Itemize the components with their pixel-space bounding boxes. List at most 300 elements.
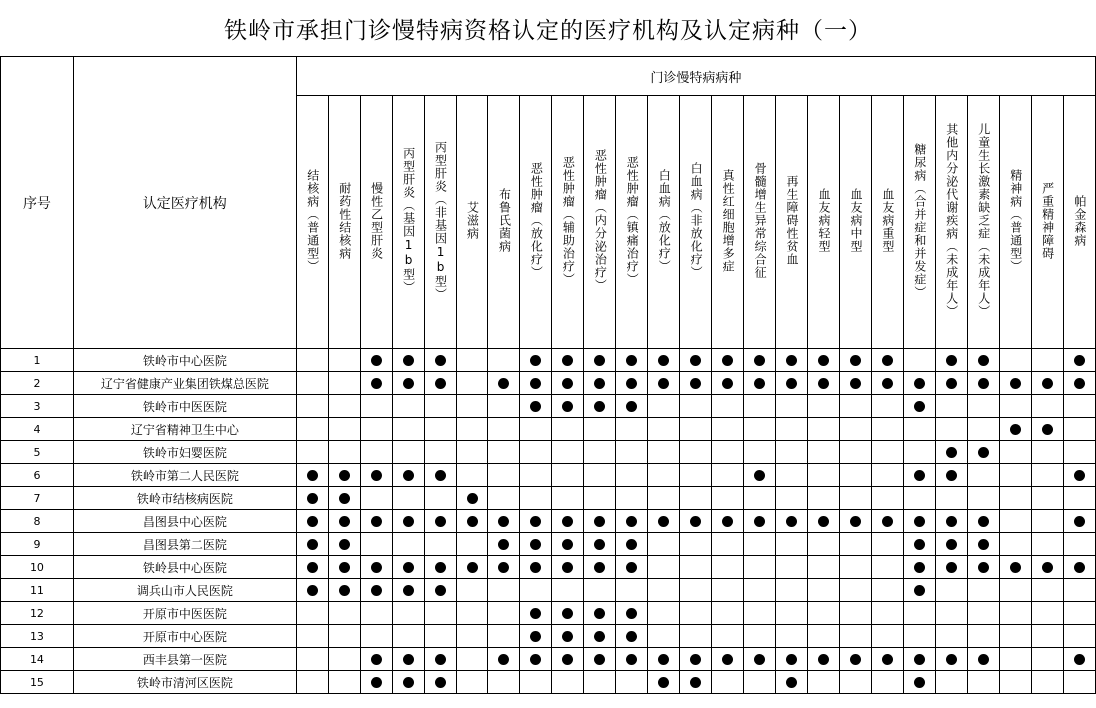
- institution-name: 铁岭市结核病医院: [73, 487, 296, 510]
- row-index: 5: [1, 441, 74, 464]
- certification-cell: [871, 625, 903, 648]
- certification-cell: [808, 372, 840, 395]
- certification-cell: [1063, 648, 1095, 671]
- certification-cell: [520, 418, 552, 441]
- table-row: [1, 648, 1096, 671]
- certification-cell: [424, 556, 456, 579]
- certification-cell: [328, 464, 360, 487]
- certification-cell: [999, 671, 1031, 694]
- certified-dot-icon: [467, 562, 478, 573]
- certification-cell: [296, 487, 328, 510]
- certification-cell: [648, 372, 680, 395]
- certification-cell: [424, 418, 456, 441]
- certification-cell: [999, 395, 1031, 418]
- certification-cell: [712, 464, 744, 487]
- certification-cell: [903, 395, 935, 418]
- disease-header-label: 布鲁氏菌病: [497, 188, 512, 253]
- certification-cell: [744, 464, 776, 487]
- certified-dot-icon: [403, 562, 414, 573]
- certification-cell: [808, 602, 840, 625]
- certification-cell: [1031, 648, 1063, 671]
- certified-dot-icon: [562, 539, 573, 550]
- institution-name: 西丰县第一医院: [73, 648, 296, 671]
- certified-dot-icon: [626, 562, 637, 573]
- certification-cell: [1031, 395, 1063, 418]
- certification-cell: [616, 487, 648, 510]
- certified-dot-icon: [850, 378, 861, 389]
- certification-cell: [584, 464, 616, 487]
- certified-dot-icon: [914, 562, 925, 573]
- certification-cell: [1063, 533, 1095, 556]
- certified-dot-icon: [914, 378, 925, 389]
- certification-cell: [424, 349, 456, 372]
- header-disease-group: 门诊慢特病病种: [296, 57, 1095, 96]
- certified-dot-icon: [403, 654, 414, 665]
- certification-cell: [1031, 556, 1063, 579]
- table-row: [1, 441, 1096, 464]
- certification-cell: [584, 418, 616, 441]
- certification-cell: [999, 418, 1031, 441]
- row-index: 1: [1, 349, 74, 372]
- certification-cell: [839, 602, 871, 625]
- disease-header-label: 严重精神障碍: [1040, 181, 1055, 260]
- certification-cell: [1063, 487, 1095, 510]
- certification-cell: [520, 648, 552, 671]
- certified-dot-icon: [435, 516, 446, 527]
- disease-header-label: 血友病重型: [880, 188, 895, 253]
- certification-cell: [871, 602, 903, 625]
- certification-cell: [776, 579, 808, 602]
- certified-dot-icon: [562, 608, 573, 619]
- certification-cell: [1031, 602, 1063, 625]
- certification-cell: [1063, 579, 1095, 602]
- certification-cell: [616, 349, 648, 372]
- certified-dot-icon: [978, 654, 989, 665]
- certification-cell: [871, 395, 903, 418]
- certification-cell: [648, 671, 680, 694]
- certification-cell: [616, 464, 648, 487]
- disease-header: [488, 96, 520, 349]
- certification-cell: [1063, 602, 1095, 625]
- certification-cell: [584, 441, 616, 464]
- certified-dot-icon: [626, 378, 637, 389]
- certification-cell: [392, 671, 424, 694]
- certified-dot-icon: [498, 654, 509, 665]
- certification-cell: [744, 510, 776, 533]
- certified-dot-icon: [786, 677, 797, 688]
- certification-cell: [456, 510, 488, 533]
- certified-dot-icon: [914, 470, 925, 481]
- certification-cell: [680, 510, 712, 533]
- certification-cell: [680, 671, 712, 694]
- certification-cell: [360, 671, 392, 694]
- certification-cell: [1031, 533, 1063, 556]
- certification-cell: [648, 579, 680, 602]
- certification-cell: [871, 579, 903, 602]
- disease-header-label: 骨髓增生异常综合征: [753, 162, 768, 279]
- certified-dot-icon: [946, 654, 957, 665]
- certification-cell: [552, 395, 584, 418]
- certified-dot-icon: [1074, 378, 1085, 389]
- certified-dot-icon: [435, 562, 446, 573]
- certification-cell: [456, 372, 488, 395]
- certification-cell: [584, 487, 616, 510]
- certification-cell: [903, 372, 935, 395]
- certification-cell: [744, 602, 776, 625]
- certification-cell: [1063, 418, 1095, 441]
- certified-dot-icon: [371, 516, 382, 527]
- certification-cell: [360, 349, 392, 372]
- certified-dot-icon: [562, 654, 573, 665]
- certification-cell: [552, 579, 584, 602]
- certified-dot-icon: [339, 493, 350, 504]
- certification-cell: [456, 579, 488, 602]
- certification-cell: [552, 556, 584, 579]
- certification-cell: [744, 372, 776, 395]
- certification-cell: [616, 602, 648, 625]
- certification-cell: [1031, 510, 1063, 533]
- certification-cell: [712, 372, 744, 395]
- certification-cell: [1031, 579, 1063, 602]
- disease-header-label: 糖尿病（合并症和并发症）: [912, 142, 927, 299]
- certification-cell: [871, 464, 903, 487]
- certification-cell: [424, 510, 456, 533]
- certification-cell: [839, 418, 871, 441]
- certification-cell: [744, 625, 776, 648]
- certified-dot-icon: [626, 539, 637, 550]
- header-institution: 认定医疗机构: [73, 57, 296, 349]
- certified-dot-icon: [722, 355, 733, 366]
- certified-dot-icon: [946, 378, 957, 389]
- certification-cell: [871, 441, 903, 464]
- row-index: 9: [1, 533, 74, 556]
- certified-dot-icon: [339, 516, 350, 527]
- certification-cell: [871, 533, 903, 556]
- certification-cell: [680, 441, 712, 464]
- certified-dot-icon: [530, 631, 541, 642]
- certification-cell: [1063, 510, 1095, 533]
- certification-cell: [808, 533, 840, 556]
- certified-dot-icon: [562, 631, 573, 642]
- certified-dot-icon: [754, 654, 765, 665]
- certified-dot-icon: [435, 677, 446, 688]
- certified-dot-icon: [562, 516, 573, 527]
- certified-dot-icon: [435, 378, 446, 389]
- table-row: [1, 556, 1096, 579]
- certification-cell: [967, 349, 999, 372]
- certified-dot-icon: [307, 585, 318, 596]
- disease-header-label: 艾滋病: [465, 201, 480, 240]
- certification-cell: [424, 372, 456, 395]
- certified-dot-icon: [1042, 424, 1053, 435]
- certification-cell: [808, 579, 840, 602]
- certification-cell: [392, 579, 424, 602]
- certified-dot-icon: [371, 677, 382, 688]
- certification-cell: [871, 671, 903, 694]
- certified-dot-icon: [530, 562, 541, 573]
- certification-cell: [520, 602, 552, 625]
- certification-cell: [616, 418, 648, 441]
- certification-cell: [808, 510, 840, 533]
- certification-cell: [552, 602, 584, 625]
- certification-cell: [488, 395, 520, 418]
- certification-cell: [903, 441, 935, 464]
- certification-cell: [935, 510, 967, 533]
- certification-cell: [1063, 349, 1095, 372]
- certification-cell: [424, 441, 456, 464]
- certified-dot-icon: [371, 470, 382, 481]
- certification-cell: [1031, 487, 1063, 510]
- certification-cell: [776, 533, 808, 556]
- certification-cell: [776, 648, 808, 671]
- certified-dot-icon: [914, 677, 925, 688]
- certification-cell: [839, 533, 871, 556]
- certification-cell: [456, 487, 488, 510]
- certified-dot-icon: [498, 562, 509, 573]
- certification-cell: [360, 395, 392, 418]
- disease-header: [584, 96, 616, 349]
- certified-dot-icon: [467, 493, 478, 504]
- certification-cell: [552, 510, 584, 533]
- certified-dot-icon: [946, 470, 957, 481]
- certification-cell: [712, 602, 744, 625]
- certification-cell: [744, 533, 776, 556]
- certification-cell: [360, 556, 392, 579]
- institution-name: 调兵山市人民医院: [73, 579, 296, 602]
- certification-cell: [999, 625, 1031, 648]
- disease-header: [1031, 96, 1063, 349]
- disease-header: [999, 96, 1031, 349]
- certification-cell: [935, 349, 967, 372]
- certification-cell: [967, 579, 999, 602]
- certification-cell: [776, 441, 808, 464]
- certification-cell: [1031, 441, 1063, 464]
- disease-header: [1063, 96, 1095, 349]
- certification-cell: [1063, 395, 1095, 418]
- certification-cell: [328, 671, 360, 694]
- disease-header-label: 儿童生长激素缺乏症（未成年人）: [976, 123, 991, 318]
- certification-cell: [296, 510, 328, 533]
- certification-cell: [967, 372, 999, 395]
- certification-cell: [296, 372, 328, 395]
- certification-cell: [712, 349, 744, 372]
- certification-cell: [392, 441, 424, 464]
- certification-cell: [424, 464, 456, 487]
- certified-dot-icon: [1010, 424, 1021, 435]
- certification-cell: [328, 395, 360, 418]
- certification-cell: [392, 464, 424, 487]
- certified-dot-icon: [690, 654, 701, 665]
- certification-cell: [776, 602, 808, 625]
- disease-header: [296, 96, 328, 349]
- certification-cell: [616, 579, 648, 602]
- disease-header: [808, 96, 840, 349]
- certified-dot-icon: [1074, 562, 1085, 573]
- certification-cell: [296, 648, 328, 671]
- certification-cell: [839, 349, 871, 372]
- certified-dot-icon: [371, 562, 382, 573]
- certification-cell: [584, 602, 616, 625]
- certification-cell: [648, 464, 680, 487]
- certified-dot-icon: [1010, 378, 1021, 389]
- disease-header-label: 丙型肝炎（基因1b型）: [401, 147, 416, 294]
- certified-dot-icon: [946, 447, 957, 458]
- disease-header-label: 白血病（非放化疗）: [689, 162, 704, 279]
- certified-dot-icon: [818, 654, 829, 665]
- certified-dot-icon: [530, 539, 541, 550]
- certified-dot-icon: [946, 562, 957, 573]
- certification-cell: [296, 441, 328, 464]
- certification-cell: [552, 418, 584, 441]
- certification-cell: [776, 510, 808, 533]
- certification-cell: [776, 418, 808, 441]
- certification-cell: [744, 349, 776, 372]
- certification-cell: [776, 625, 808, 648]
- certification-cell: [903, 625, 935, 648]
- certification-table: [0, 56, 1096, 694]
- certified-dot-icon: [882, 516, 893, 527]
- certification-cell: [296, 418, 328, 441]
- certification-cell: [392, 533, 424, 556]
- certification-cell: [488, 533, 520, 556]
- certification-cell: [999, 648, 1031, 671]
- certification-cell: [424, 579, 456, 602]
- certified-dot-icon: [307, 493, 318, 504]
- disease-header-label: 真性红细胞增多症: [721, 168, 736, 273]
- table-row: [1, 602, 1096, 625]
- certification-cell: [999, 533, 1031, 556]
- table-row: [1, 671, 1096, 694]
- table-row: [1, 533, 1096, 556]
- certification-cell: [584, 648, 616, 671]
- certification-cell: [648, 395, 680, 418]
- certification-cell: [808, 487, 840, 510]
- certification-cell: [999, 556, 1031, 579]
- certification-cell: [1031, 349, 1063, 372]
- certified-dot-icon: [562, 562, 573, 573]
- certification-cell: [392, 372, 424, 395]
- certification-cell: [552, 372, 584, 395]
- certification-cell: [360, 464, 392, 487]
- certification-cell: [520, 533, 552, 556]
- institution-name: 昌图县中心医院: [73, 510, 296, 533]
- certification-cell: [360, 441, 392, 464]
- certified-dot-icon: [818, 516, 829, 527]
- certification-cell: [392, 349, 424, 372]
- certification-cell: [712, 648, 744, 671]
- row-index: 14: [1, 648, 74, 671]
- certification-cell: [871, 556, 903, 579]
- certification-cell: [296, 533, 328, 556]
- certification-cell: [903, 648, 935, 671]
- certified-dot-icon: [626, 631, 637, 642]
- certified-dot-icon: [754, 470, 765, 481]
- certification-cell: [903, 533, 935, 556]
- certified-dot-icon: [435, 470, 446, 481]
- certified-dot-icon: [978, 539, 989, 550]
- certification-cell: [520, 671, 552, 694]
- certification-cell: [328, 579, 360, 602]
- certification-cell: [424, 671, 456, 694]
- certified-dot-icon: [1074, 470, 1085, 481]
- certified-dot-icon: [562, 401, 573, 412]
- certification-cell: [296, 349, 328, 372]
- certified-dot-icon: [1010, 562, 1021, 573]
- certified-dot-icon: [371, 355, 382, 366]
- institution-name: 铁岭市妇婴医院: [73, 441, 296, 464]
- certification-cell: [1031, 625, 1063, 648]
- certification-cell: [680, 349, 712, 372]
- certified-dot-icon: [786, 355, 797, 366]
- certified-dot-icon: [530, 608, 541, 619]
- certification-cell: [296, 464, 328, 487]
- certification-cell: [552, 625, 584, 648]
- certification-cell: [488, 671, 520, 694]
- certification-cell: [360, 418, 392, 441]
- certified-dot-icon: [307, 562, 318, 573]
- certified-dot-icon: [626, 608, 637, 619]
- certified-dot-icon: [914, 654, 925, 665]
- certification-cell: [808, 395, 840, 418]
- certified-dot-icon: [530, 516, 541, 527]
- certification-cell: [328, 418, 360, 441]
- certification-cell: [552, 648, 584, 671]
- table-row: [1, 625, 1096, 648]
- certification-cell: [488, 487, 520, 510]
- table-row: [1, 372, 1096, 395]
- certified-dot-icon: [498, 516, 509, 527]
- certified-dot-icon: [403, 470, 414, 481]
- certification-cell: [871, 372, 903, 395]
- certification-cell: [424, 487, 456, 510]
- certification-cell: [520, 464, 552, 487]
- disease-header: [776, 96, 808, 349]
- disease-header-label: 耐药性结核病: [337, 181, 352, 260]
- certified-dot-icon: [722, 516, 733, 527]
- certification-cell: [903, 671, 935, 694]
- certified-dot-icon: [403, 677, 414, 688]
- certified-dot-icon: [754, 355, 765, 366]
- certification-cell: [584, 395, 616, 418]
- certification-cell: [1063, 372, 1095, 395]
- certified-dot-icon: [626, 401, 637, 412]
- certification-cell: [328, 510, 360, 533]
- certification-cell: [616, 510, 648, 533]
- certification-cell: [871, 487, 903, 510]
- certified-dot-icon: [818, 378, 829, 389]
- certified-dot-icon: [978, 447, 989, 458]
- certification-cell: [520, 556, 552, 579]
- certification-cell: [328, 441, 360, 464]
- certification-cell: [744, 395, 776, 418]
- certification-cell: [776, 464, 808, 487]
- row-index: 4: [1, 418, 74, 441]
- certified-dot-icon: [1042, 562, 1053, 573]
- certification-cell: [552, 349, 584, 372]
- certification-cell: [712, 395, 744, 418]
- certification-cell: [360, 648, 392, 671]
- certification-cell: [520, 579, 552, 602]
- certification-cell: [999, 372, 1031, 395]
- certified-dot-icon: [978, 516, 989, 527]
- certified-dot-icon: [690, 355, 701, 366]
- certification-cell: [456, 441, 488, 464]
- disease-header-label: 恶性肿瘤（内分泌治疗）: [593, 149, 608, 292]
- certification-cell: [1063, 625, 1095, 648]
- disease-header-label: 精神病（普通型）: [1008, 168, 1023, 273]
- certification-cell: [296, 395, 328, 418]
- certification-cell: [584, 349, 616, 372]
